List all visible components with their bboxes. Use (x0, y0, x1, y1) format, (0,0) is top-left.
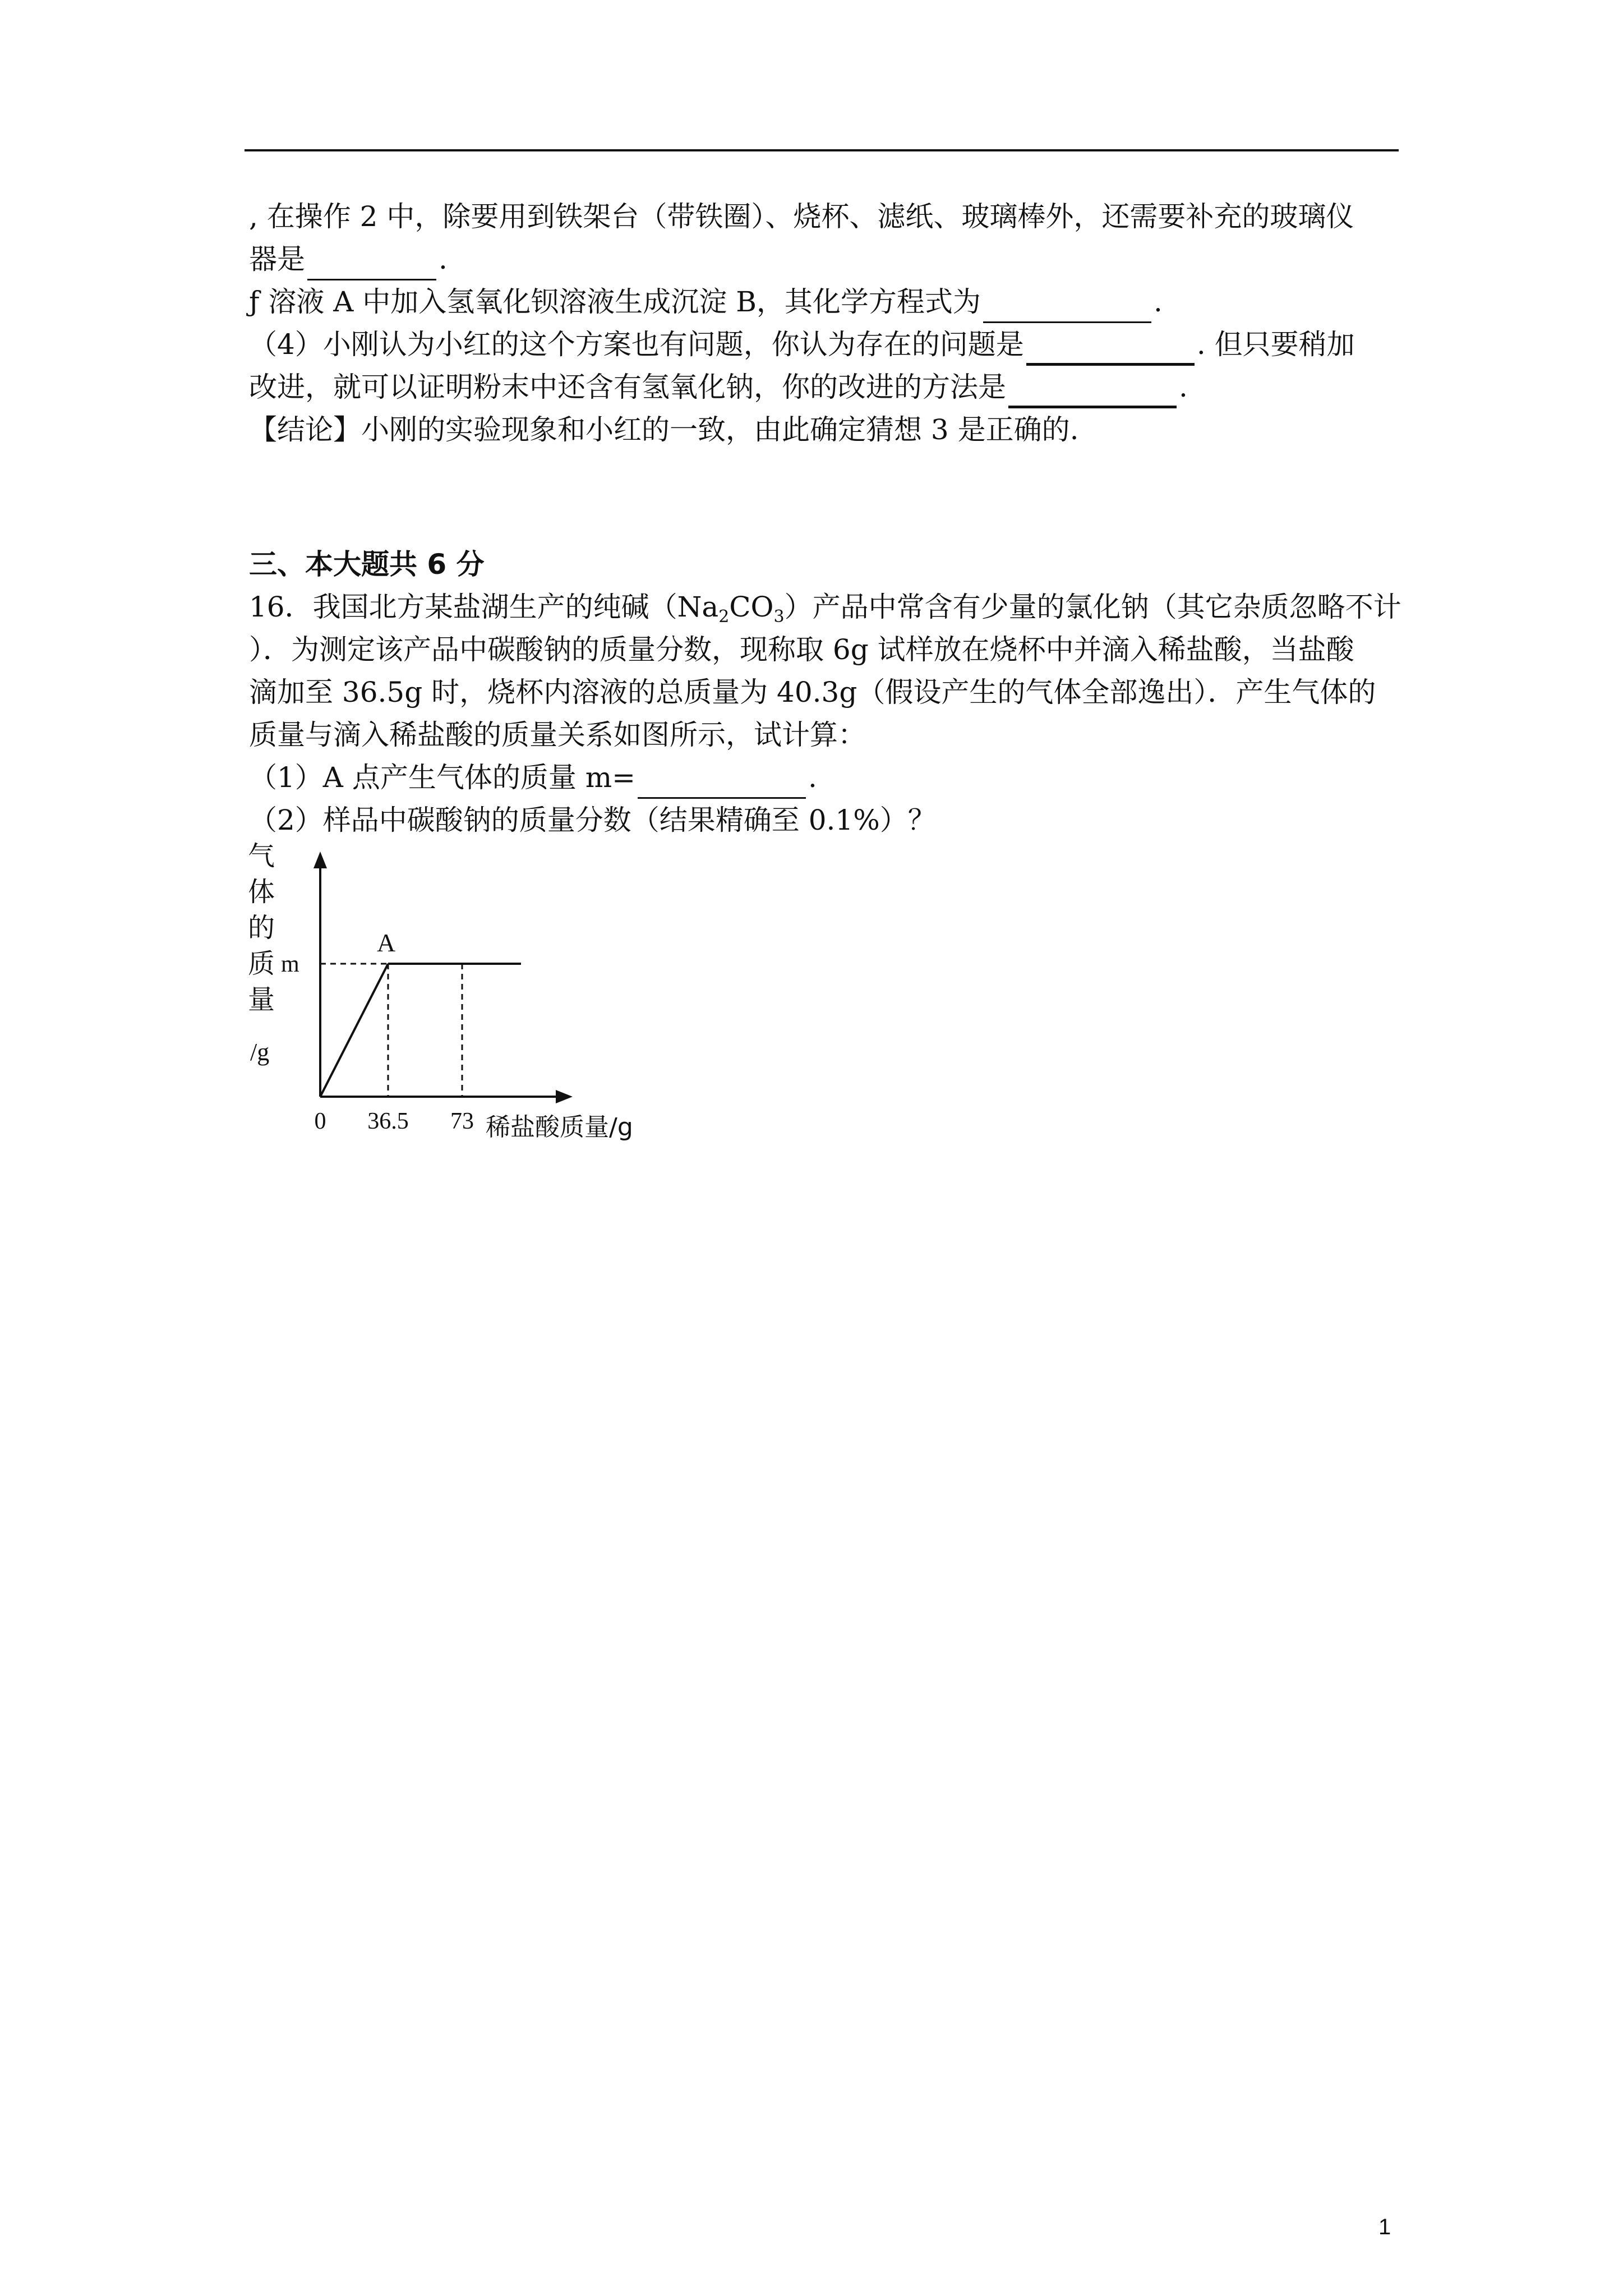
y-tick-m: m (281, 951, 299, 977)
header-rule (245, 149, 1399, 151)
section-heading: 三、本大题共 6 分 (249, 548, 485, 581)
question-16-line: 滴加至 36.5g 时，烧杯内溶液的总质量为 40.3g（假设产生的气体全部逸出）．产生气体的 (249, 676, 1376, 708)
y-axis-label-char: 气 (248, 841, 275, 872)
sub-question-2: （2）样品中碳酸钠的质量分数（结果精确至 0.1%）？ (249, 804, 936, 836)
answer-blank[interactable] (1008, 374, 1177, 408)
text-line: 改进，就可以证明粉末中还含有氢氧化钠，你的改进的方法是 . (249, 366, 1399, 408)
series-line-rise (320, 964, 388, 1097)
continued-text (249, 195, 1399, 451)
x-tick-label: 36.5 (367, 1108, 409, 1134)
y-axis-arrow (313, 852, 327, 868)
y-axis-label-char: 的 (248, 912, 275, 944)
y-axis-label-char: 量 (248, 984, 275, 1015)
gas-mass-chart (245, 841, 671, 1156)
answer-blank[interactable] (1026, 332, 1195, 366)
text-line: 器是 . (249, 238, 1399, 280)
text-line: 【结论】小刚的实验现象和小红的一致，由此确定猜想 3 是正确的. (249, 413, 1079, 446)
sub-question-1: （1）A 点产生气体的质量 m= . (249, 756, 1399, 799)
point-a-label: A (377, 928, 396, 957)
text-line: , 在操作 2 中，除要用到铁架台（带铁圈）、烧杯、滤纸、玻璃棒外，还需要补充的玻璃仪 (249, 200, 1354, 233)
question-16-line: 质量与滴入稀盐酸的质量关系如图所示，试计算： (249, 719, 866, 751)
section-3 (249, 543, 1399, 841)
text-line: ƒ 溶液 A 中加入氢氧化钡溶液生成沉淀 B，其化学方程式为 . (249, 280, 1399, 323)
y-axis-label-char: 质 (248, 948, 275, 979)
question-16-line: ）．为测定该产品中碳酸钠的质量分数，现称取 6g 试样放在烧杯中并滴入稀盐酸，当盐酸 (249, 633, 1354, 666)
answer-blank[interactable] (983, 290, 1151, 323)
answer-blank[interactable] (638, 766, 806, 799)
question-16-line: 16．我国北方某盐湖生产的纯碱$(Na_2CO_3)$产品中常含有少量的氯化钠（其它杂质忽略不计 (249, 591, 1401, 627)
y-axis-label-char: 体 (248, 876, 275, 908)
x-tick-label: 0 (314, 1108, 326, 1134)
y-axis-label (248, 841, 275, 1066)
page-number: 1 (1378, 2215, 1391, 2239)
y-axis-unit: /g (250, 1038, 270, 1066)
x-axis-arrow (556, 1090, 573, 1103)
plot-area (281, 928, 521, 1134)
x-tick-label: 73 (450, 1108, 474, 1134)
x-axis-label: 稀盐酸质量/g (486, 1113, 633, 1142)
text-line: （4）小刚认为小红的这个方案也有问题，你认为存在的问题是 . 但只要稍加 (249, 323, 1399, 366)
answer-blank[interactable] (307, 247, 436, 280)
